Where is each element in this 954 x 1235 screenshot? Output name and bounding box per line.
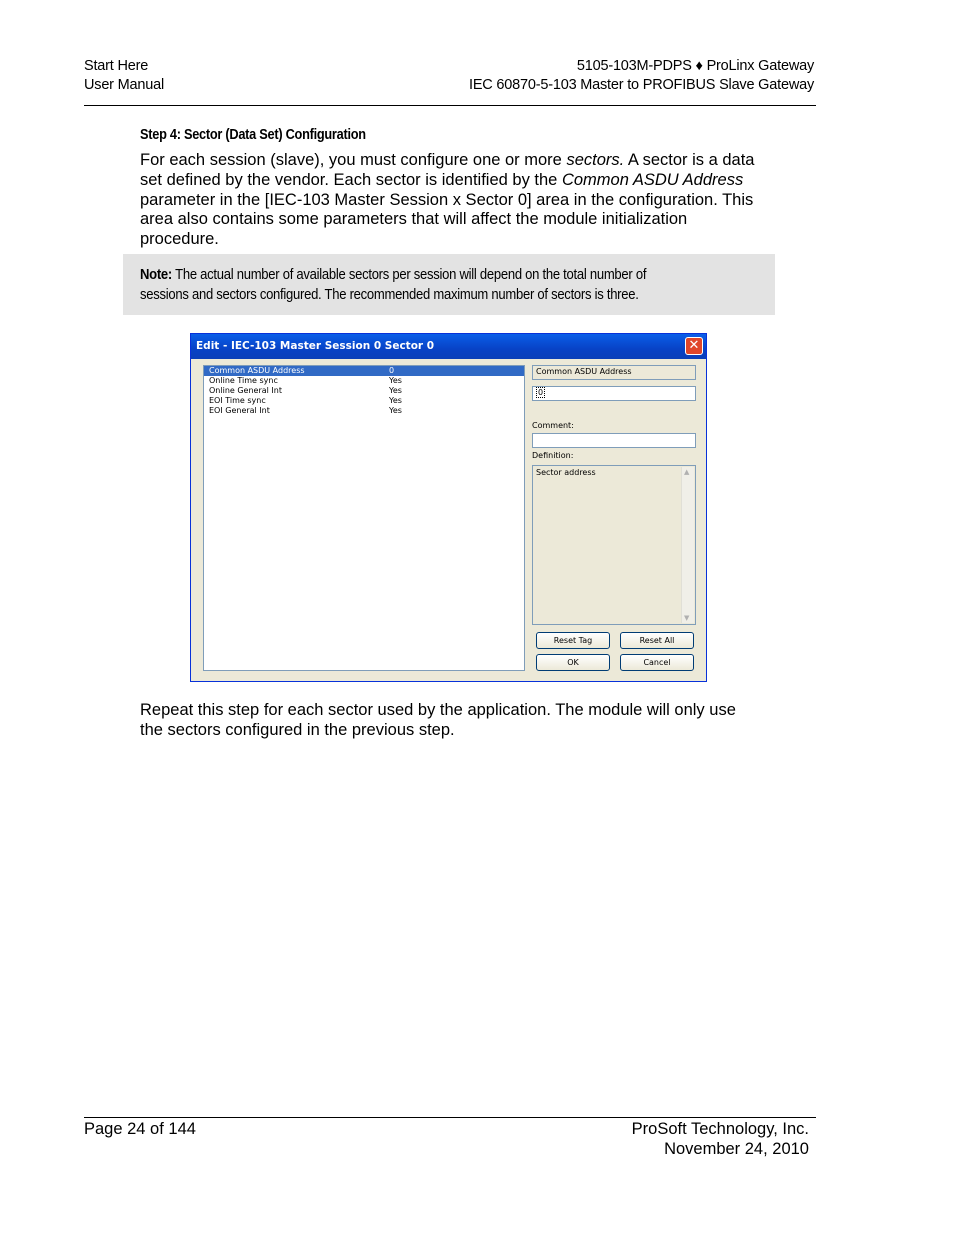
header-left — [84, 57, 164, 95]
para-text: A sector is a data set defined by the vendor. Each sector is identified by the — [140, 151, 755, 189]
scroll-down-icon[interactable]: ▼ — [684, 614, 690, 622]
list-item[interactable]: EOI Time sync Yes — [209, 396, 402, 405]
definition-scrollbar[interactable] — [681, 467, 694, 623]
repeat-paragraph: Repeat this step for each sector used by the application. The module will only use the sectors configured in the previous step. — [140, 701, 736, 739]
header-right — [469, 57, 814, 95]
footer-company: ProSoft Technology, Inc. — [631, 1120, 809, 1138]
page-number: Page 24 of 144 — [84, 1120, 196, 1138]
selected-param-name: Common ASDU Address — [532, 365, 696, 380]
dialog-titlebar[interactable] — [191, 334, 706, 359]
note-label: Note: — [140, 267, 173, 283]
comment-input[interactable] — [532, 433, 696, 448]
comment-label: Comment: — [532, 421, 574, 430]
reset-tag-button[interactable]: Reset Tag — [536, 632, 610, 649]
definition-box — [532, 465, 696, 625]
footer-right — [632, 1120, 809, 1159]
footer-date: November 24, 2010 — [664, 1139, 809, 1158]
definition-text: Sector address — [536, 468, 596, 477]
reset-all-button[interactable]: Reset All — [620, 632, 694, 649]
cancel-button[interactable]: Cancel — [620, 654, 694, 671]
note-box — [123, 254, 775, 315]
para-italic-asdu: Common ASDU Address — [561, 170, 744, 189]
parameter-list[interactable] — [203, 365, 525, 671]
note-line2: sessions and sectors configured. The recommended maximum number of sectors is three. — [140, 287, 639, 303]
value-input[interactable]: 0 — [532, 386, 696, 401]
para-text: For each session (slave), you must configure one or more — [140, 151, 567, 169]
list-item[interactable]: Common ASDU Address 0 — [204, 366, 524, 376]
header-section: Start Here — [84, 58, 149, 74]
header-doc-type: User Manual — [84, 77, 164, 93]
header-subtitle: IEC 60870-5-103 Master to PROFIBUS Slave Gateway — [469, 77, 814, 93]
intro-paragraph — [140, 151, 760, 250]
step-title: Step 4: Sector (Data Set) Configuration — [140, 127, 366, 143]
header-product: 5105-103M-PDPS ♦ ProLinx Gateway — [576, 58, 814, 74]
footer-rule — [84, 1117, 816, 1118]
dialog-title: Edit - IEC-103 Master Session 0 Sector 0 — [196, 340, 435, 352]
edit-dialog — [190, 333, 707, 682]
header-rule — [84, 105, 816, 106]
list-item[interactable]: Online General Int Yes — [209, 386, 402, 395]
para-text: parameter in the [IEC-103 Master Session x Sector 0] area in the configuration. This area also contains some parameters that will affect the module initialization procedure. — [140, 190, 754, 249]
close-icon[interactable]: ✕ — [685, 337, 703, 355]
definition-label: Definition: — [532, 451, 574, 460]
note-line1: The actual number of available sectors per session will depend on the total number of — [172, 267, 647, 283]
para-italic-sectors: sectors. — [566, 151, 625, 169]
list-item[interactable]: Online Time sync Yes — [209, 376, 402, 385]
scroll-up-icon[interactable]: ▲ — [684, 468, 690, 476]
ok-button[interactable]: OK — [536, 654, 610, 671]
list-item[interactable]: EOI General Int Yes — [209, 406, 402, 415]
